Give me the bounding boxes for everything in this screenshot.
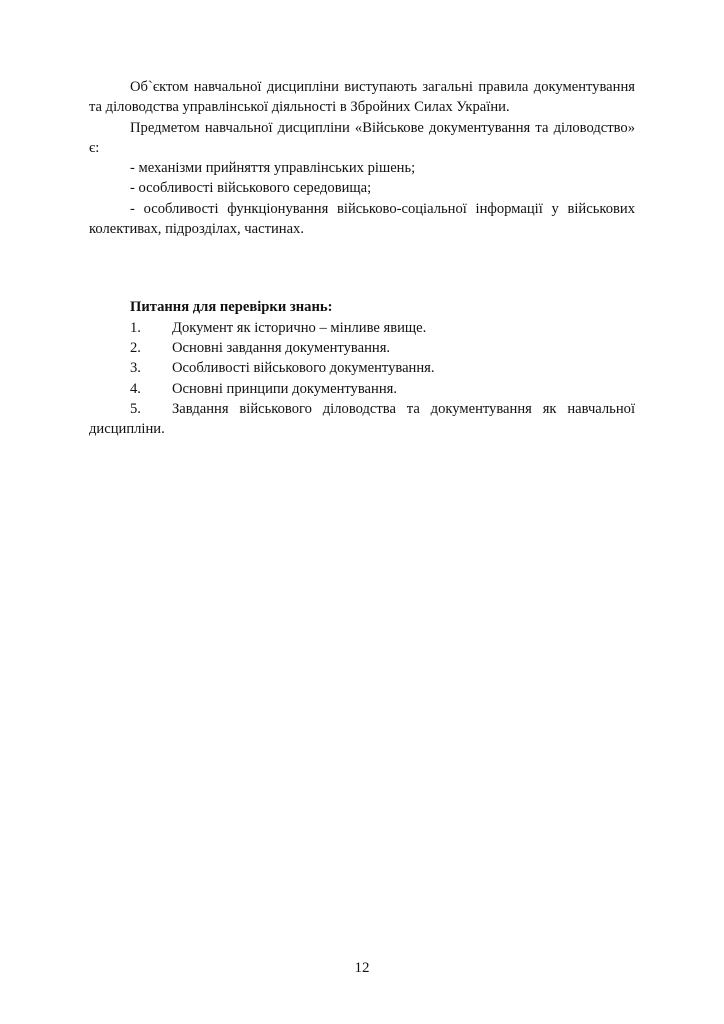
question-text: Особливості військового документування.: [172, 360, 435, 377]
question-number: 3.: [130, 360, 141, 377]
question-number: 1.: [130, 319, 141, 336]
question-item: [89, 379, 635, 399]
subject-paragraph: Предметом навчальної дисципліни «Військове документування та діловодство» є:: [89, 119, 635, 156]
question-text: Документ як історично – мінливе явище.: [172, 319, 427, 336]
question-item: [89, 318, 635, 338]
question-number: 2.: [130, 339, 141, 356]
question-text: Завдання військового діловодства та документування як навчальної дисципліни.: [89, 400, 635, 438]
subject-list-item: - механізми прийняття управлінських рішень;: [130, 160, 416, 177]
page-number: 12: [354, 960, 370, 976]
question-item: [89, 358, 635, 378]
question-item: [89, 399, 635, 440]
section-spacer: [89, 239, 635, 297]
object-paragraph: Об`єктом навчальної дисципліни виступають загальні правила документування та діловодства управлінської діяльності в Збройних Силах України.: [89, 79, 635, 116]
questions-heading: Питання для перевірки знань:: [130, 299, 333, 316]
question-number: 4.: [130, 380, 141, 397]
page-content: [89, 77, 635, 439]
subject-list-item: - особливості військового середовища;: [130, 180, 372, 197]
question-text: Основні принципи документування.: [172, 380, 398, 397]
question-number: 5.: [130, 400, 141, 417]
question-item: [89, 338, 635, 358]
subject-list-item: - особливості функціонування військово-соціальної інформації у військових колективах, підрозділах, частинах.: [89, 200, 635, 238]
subject-list: [89, 158, 635, 239]
question-text: Основні завдання документування.: [172, 339, 391, 356]
questions-list: [89, 318, 635, 440]
